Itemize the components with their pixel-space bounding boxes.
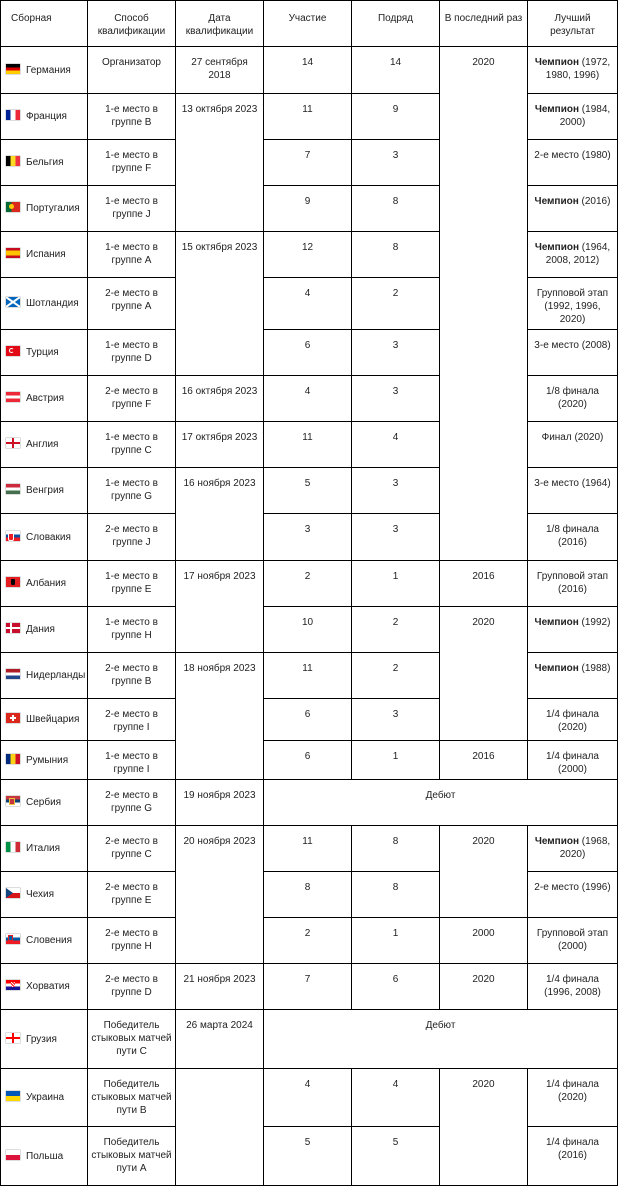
participations-cell: 6	[264, 699, 352, 741]
team-cell	[1, 376, 88, 422]
team-name: Украина	[26, 1092, 65, 1103]
team-name: Румыния	[26, 754, 69, 766]
best-result-cell: 1/4 финала (2020)	[528, 699, 618, 741]
method-cell: 1-е место в группе D	[88, 330, 176, 376]
team-cell	[1, 468, 88, 514]
header-method: Способ квалификации	[88, 1, 176, 47]
consecutive-cell: 1	[352, 561, 440, 607]
best-result-cell: 1/4 финала (2000)	[528, 741, 618, 780]
consecutive-cell: 8	[352, 186, 440, 232]
champion-label: Чемпион	[534, 617, 579, 628]
be-flag-icon	[6, 156, 20, 166]
al-flag-icon	[6, 577, 20, 587]
date-cell: 15 октября 2023	[176, 232, 264, 376]
team-name: Португалия	[26, 203, 80, 214]
team-name: Сербия	[26, 797, 62, 808]
date-cell: 27 сентября 2018	[176, 47, 264, 94]
sk-flag-icon	[6, 531, 20, 541]
team-cell	[1, 741, 88, 780]
consecutive-cell: 5	[352, 1127, 440, 1186]
header-team: Сборная	[1, 1, 88, 47]
team-cell	[1, 278, 88, 330]
team-name: Грузия	[26, 1033, 57, 1045]
method-cell: 2-е место в группе J	[88, 514, 176, 561]
consecutive-cell: 1	[352, 918, 440, 964]
champion-label: Чемпион	[534, 836, 580, 847]
participations-cell: 7	[264, 964, 352, 1010]
header-last-time: В последний раз	[440, 1, 528, 47]
best-result-cell: Групповой этап (1992, 1996, 2020)	[528, 278, 618, 330]
participations-cell: 2	[264, 918, 352, 964]
team-cell	[1, 826, 88, 872]
date-cell: 26 марта 2024	[176, 1010, 264, 1069]
header-consecutive: Подряд	[352, 1, 440, 47]
table-row	[1, 1069, 618, 1127]
rs-flag-icon	[6, 796, 20, 806]
team-cell	[1, 872, 88, 918]
method-cell: Победитель стыковых матчей пути A	[88, 1127, 176, 1186]
last-time-cell: 2020	[440, 47, 528, 561]
team-name: Франция	[26, 111, 67, 122]
team-cell	[1, 422, 88, 468]
consecutive-cell: 2	[352, 653, 440, 699]
team-name: Испания	[26, 249, 66, 260]
consecutive-cell: 8	[352, 826, 440, 872]
consecutive-cell: 1	[352, 741, 440, 780]
team-cell	[1, 699, 88, 741]
best-result-cell: Чемпион (1992)	[528, 607, 618, 653]
team-cell	[1, 514, 88, 561]
team-cell	[1, 1127, 88, 1186]
team-name: Словакия	[26, 531, 71, 543]
method-cell: 2-е место в группе D	[88, 964, 176, 1010]
team-name: Польша	[26, 1150, 64, 1162]
participations-cell: 2	[264, 561, 352, 607]
method-cell: 2-е место в группе B	[88, 653, 176, 699]
best-result-cell: 1/4 финала (2020)	[528, 1069, 618, 1127]
team-name: Англия	[26, 439, 59, 450]
participations-cell: 8	[264, 872, 352, 918]
eng-flag-icon	[6, 438, 20, 448]
participations-cell: 11	[264, 94, 352, 140]
last-time-cell: 2016	[440, 561, 528, 607]
participations-cell: 4	[264, 1069, 352, 1127]
team-name: Албания	[26, 578, 67, 589]
date-cell	[176, 1069, 264, 1186]
team-cell	[1, 561, 88, 607]
ro-flag-icon	[6, 754, 20, 764]
method-cell: Победитель стыковых матчей пути C	[88, 1010, 176, 1069]
date-cell: 16 октября 2023	[176, 376, 264, 422]
team-name: Венгрия	[26, 485, 64, 496]
team-name: Германия	[26, 64, 71, 76]
last-time-cell: 2016	[440, 741, 528, 780]
best-result-cell: Финал (2020)	[528, 422, 618, 468]
nl-flag-icon	[6, 669, 20, 679]
participations-cell: 12	[264, 232, 352, 278]
method-cell: 1-е место в группе A	[88, 232, 176, 278]
team-cell	[1, 607, 88, 653]
debut-cell: Дебют	[264, 780, 618, 826]
header-participations: Участие	[264, 1, 352, 47]
method-cell: 1-е место в группе J	[88, 186, 176, 232]
pt-flag-icon	[6, 202, 20, 212]
si-flag-icon	[6, 934, 20, 944]
dk-flag-icon	[6, 623, 20, 633]
date-cell: 17 октября 2023	[176, 422, 264, 468]
last-time-cell: 2020	[440, 607, 528, 741]
best-result-cell: 2-е место (1980)	[528, 140, 618, 186]
participations-cell: 4	[264, 376, 352, 422]
champion-label: Чемпион	[534, 196, 579, 207]
last-time-cell: 2020	[440, 964, 528, 1010]
hu-flag-icon	[6, 484, 20, 494]
team-cell	[1, 780, 88, 826]
best-result-cell: 1/4 финала (1996, 2008)	[528, 964, 618, 1010]
consecutive-cell: 8	[352, 872, 440, 918]
consecutive-cell: 2	[352, 278, 440, 330]
consecutive-cell: 2	[352, 607, 440, 653]
last-time-cell: 2020	[440, 826, 528, 918]
method-cell: 2-е место в группе F	[88, 376, 176, 422]
method-cell: 1-е место в группе B	[88, 94, 176, 140]
de-flag-icon	[6, 64, 20, 74]
date-cell: 18 ноября 2023	[176, 653, 264, 780]
team-cell	[1, 653, 88, 699]
sco-flag-icon	[6, 297, 20, 307]
team-name: Дания	[26, 624, 55, 635]
team-name: Чехия	[26, 889, 55, 900]
last-time-cell: 2000	[440, 918, 528, 964]
team-name: Шотландия	[26, 298, 79, 309]
pl-flag-icon	[6, 1150, 20, 1160]
team-cell	[1, 330, 88, 376]
table-row	[1, 561, 618, 607]
team-cell	[1, 918, 88, 964]
team-cell	[1, 232, 88, 278]
champion-label: Чемпион	[534, 242, 580, 253]
table-row	[1, 918, 618, 964]
participations-cell: 9	[264, 186, 352, 232]
best-result-cell: 3-е место (2008)	[528, 330, 618, 376]
team-cell	[1, 186, 88, 232]
best-result-cell: Чемпион (1988)	[528, 653, 618, 699]
team-cell	[1, 964, 88, 1010]
team-name: Австрия	[26, 393, 65, 404]
team-name: Бельгия	[26, 157, 64, 168]
team-cell	[1, 140, 88, 186]
consecutive-cell: 9	[352, 94, 440, 140]
hr-flag-icon	[6, 980, 20, 990]
method-cell: 2-е место в группе G	[88, 780, 176, 826]
table-row	[1, 780, 618, 826]
best-result-cell: Чемпион (1972, 1980, 1996)	[528, 47, 618, 94]
participations-cell: 6	[264, 330, 352, 376]
last-time-cell: 2020	[440, 1069, 528, 1186]
best-result-cell: 2-е место (1996)	[528, 872, 618, 918]
date-cell: 19 ноября 2023	[176, 780, 264, 826]
method-cell: 2-е место в группе C	[88, 826, 176, 872]
method-cell: Победитель стыковых матчей пути B	[88, 1069, 176, 1127]
at-flag-icon	[6, 392, 20, 402]
header-date: Дата квалификации	[176, 1, 264, 47]
date-cell: 16 ноября 2023	[176, 468, 264, 561]
participations-cell: 5	[264, 468, 352, 514]
table-row	[1, 607, 618, 653]
ge-flag-icon	[6, 1033, 20, 1043]
ua-flag-icon	[6, 1091, 20, 1101]
date-cell: 17 ноября 2023	[176, 561, 264, 653]
best-result-cell: 3-е место (1964)	[528, 468, 618, 514]
method-cell: 1-е место в группе G	[88, 468, 176, 514]
best-result-cell: Чемпион (1968, 2020)	[528, 826, 618, 872]
champion-label: Чемпион	[534, 663, 579, 674]
method-cell: 2-е место в группе H	[88, 918, 176, 964]
participations-cell: 10	[264, 607, 352, 653]
team-name: Словения	[26, 935, 73, 946]
team-cell	[1, 94, 88, 140]
consecutive-cell: 3	[352, 330, 440, 376]
consecutive-cell: 3	[352, 468, 440, 514]
participations-cell: 11	[264, 826, 352, 872]
participations-cell: 11	[264, 653, 352, 699]
method-cell: 1-е место в группе C	[88, 422, 176, 468]
header-best-result: Лучший результат	[528, 1, 618, 47]
table-row	[1, 741, 618, 780]
table-row	[1, 47, 618, 94]
consecutive-cell: 3	[352, 699, 440, 741]
fr-flag-icon	[6, 110, 20, 120]
best-result-cell: Чемпион (1984, 2000)	[528, 94, 618, 140]
best-result-cell: Чемпион (1964, 2008, 2012)	[528, 232, 618, 278]
header-row	[1, 1, 618, 47]
table-row	[1, 964, 618, 1010]
consecutive-cell: 4	[352, 422, 440, 468]
consecutive-cell: 8	[352, 232, 440, 278]
team-cell	[1, 47, 88, 94]
team-name: Нидерланды	[26, 670, 86, 681]
champion-label: Чемпион	[534, 57, 580, 68]
team-name: Турция	[26, 347, 59, 358]
participations-cell: 3	[264, 514, 352, 561]
participations-cell: 6	[264, 741, 352, 780]
debut-cell: Дебют	[264, 1010, 618, 1069]
method-cell: 1-е место в группе H	[88, 607, 176, 653]
tr-flag-icon	[6, 346, 20, 356]
method-cell: 2-е место в группе E	[88, 872, 176, 918]
ch-flag-icon	[6, 713, 20, 723]
team-name: Хорватия	[26, 981, 70, 992]
date-cell: 20 ноября 2023	[176, 826, 264, 964]
champion-label: Чемпион	[534, 104, 580, 115]
date-cell: 21 ноября 2023	[176, 964, 264, 1010]
best-result-cell: 1/4 финала (2016)	[528, 1127, 618, 1186]
table-row	[1, 1010, 618, 1069]
participations-cell: 11	[264, 422, 352, 468]
consecutive-cell: 3	[352, 376, 440, 422]
cz-flag-icon	[6, 888, 20, 898]
date-cell: 13 октября 2023	[176, 94, 264, 232]
participations-cell: 7	[264, 140, 352, 186]
best-result-cell: 1/8 финала (2016)	[528, 514, 618, 561]
team-cell	[1, 1069, 88, 1127]
consecutive-cell: 14	[352, 47, 440, 94]
team-name: Швейцария	[26, 714, 80, 725]
participations-cell: 4	[264, 278, 352, 330]
best-result-cell: 1/8 финала (2020)	[528, 376, 618, 422]
method-cell: 1-е место в группе F	[88, 140, 176, 186]
best-result-cell: Групповой этап (2016)	[528, 561, 618, 607]
method-cell: Организатор	[88, 47, 176, 94]
method-cell: 1-е место в группе E	[88, 561, 176, 607]
method-cell: 2-е место в группе I	[88, 699, 176, 741]
consecutive-cell: 3	[352, 514, 440, 561]
table-row	[1, 826, 618, 872]
team-name: Италия	[26, 843, 61, 854]
method-cell: 1-е место в группе I	[88, 741, 176, 780]
participations-cell: 14	[264, 47, 352, 94]
it-flag-icon	[6, 842, 20, 852]
best-result-cell: Групповой этап (2000)	[528, 918, 618, 964]
es-flag-icon	[6, 248, 20, 258]
consecutive-cell: 6	[352, 964, 440, 1010]
consecutive-cell: 3	[352, 140, 440, 186]
team-cell	[1, 1010, 88, 1069]
best-result-cell: Чемпион (2016)	[528, 186, 618, 232]
method-cell: 2-е место в группе A	[88, 278, 176, 330]
consecutive-cell: 4	[352, 1069, 440, 1127]
participations-cell: 5	[264, 1127, 352, 1186]
